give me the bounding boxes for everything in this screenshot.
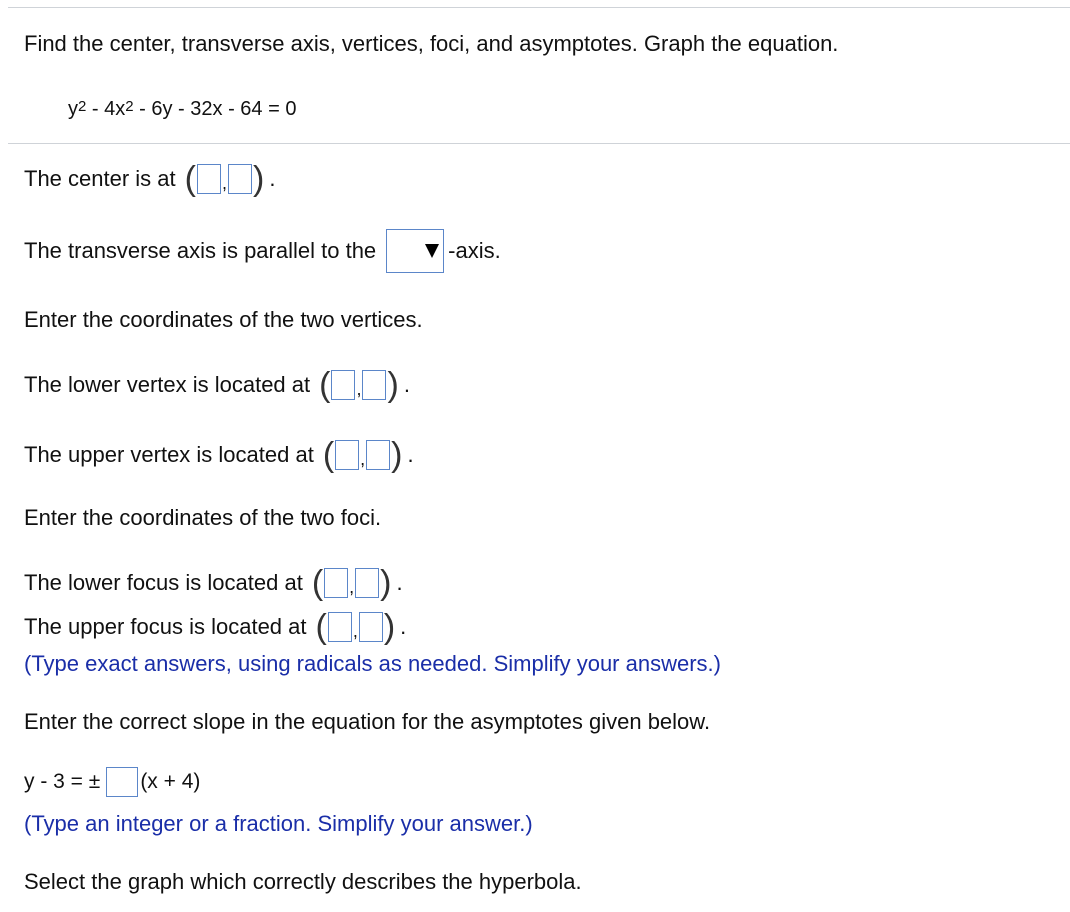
upper-vertex-row: The upper vertex is located at ( , ) . bbox=[24, 436, 414, 474]
question-prompt: Find the center, transverse axis, vertices, foci, and asymptotes. Graph the equation. bbox=[24, 31, 839, 56]
lower-focus-row: The lower focus is located at ( , ) . bbox=[24, 564, 403, 602]
lower-focus-coordinate: ( , ) bbox=[311, 564, 392, 602]
upper-vertex-y-input[interactable] bbox=[366, 440, 390, 470]
foci-heading: Enter the coordinates of the two foci. bbox=[24, 505, 382, 530]
upper-vertex-coordinate: ( , ) bbox=[322, 436, 403, 474]
graph-heading: Select the graph which correctly describes the hyperbola. bbox=[24, 869, 582, 894]
center-row: The center is at ( , ) . bbox=[24, 160, 276, 198]
upper-focus-row: The upper focus is located at ( , ) . bbox=[24, 608, 407, 646]
lower-vertex-row: The lower vertex is located at ( , ) . bbox=[24, 366, 410, 404]
lower-vertex-coordinate: ( , ) bbox=[319, 366, 399, 404]
upper-focus-y-input[interactable] bbox=[359, 612, 383, 642]
lower-vertex-x-input[interactable] bbox=[331, 370, 355, 400]
upper-focus-x-input[interactable] bbox=[328, 612, 352, 642]
asymptotes-heading: Enter the correct slope in the equation for the asymptotes given below. bbox=[24, 709, 711, 734]
section-divider bbox=[8, 143, 1070, 144]
lower-focus-x-input[interactable] bbox=[324, 568, 348, 598]
center-coordinate: ( , ) bbox=[184, 160, 265, 198]
asymptote-equation: y - 3 = ± (x + 4) bbox=[24, 767, 200, 797]
center-y-input[interactable] bbox=[228, 164, 252, 194]
axis-dropdown[interactable] bbox=[386, 229, 444, 273]
foci-hint: (Type exact answers, using radicals as needed. Simplify your answers.) bbox=[24, 651, 721, 676]
upper-vertex-x-input[interactable] bbox=[335, 440, 359, 470]
center-x-input[interactable] bbox=[197, 164, 221, 194]
lower-vertex-y-input[interactable] bbox=[362, 370, 386, 400]
slope-input[interactable] bbox=[106, 767, 138, 797]
upper-focus-coordinate: ( , ) bbox=[315, 608, 396, 646]
vertices-heading: Enter the coordinates of the two vertices. bbox=[24, 307, 423, 332]
lower-focus-y-input[interactable] bbox=[355, 568, 379, 598]
chevron-down-icon bbox=[425, 244, 439, 258]
top-divider bbox=[8, 7, 1070, 8]
asymptote-hint: (Type an integer or a fraction. Simplify your answer.) bbox=[24, 811, 533, 836]
transverse-axis-row: The transverse axis is parallel to the -axis. bbox=[24, 229, 501, 273]
hyperbola-equation: y $^2$ - 4x $^2$ - 6y - 32x - 64 = 0 bbox=[68, 98, 297, 120]
